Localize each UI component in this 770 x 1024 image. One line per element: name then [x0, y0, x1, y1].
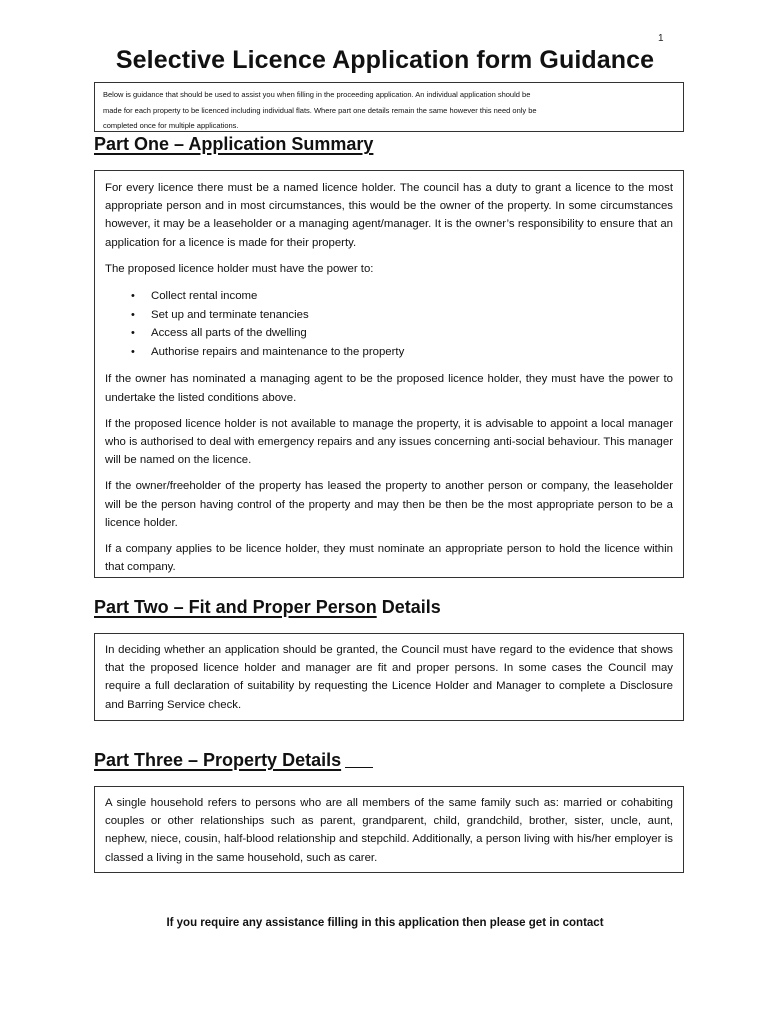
part-two-box [94, 633, 684, 721]
part-two-heading-underlined: Part Two – Fit and Proper Person [94, 597, 377, 617]
paragraph: If the proposed licence holder is not available to manage the property, it is advisable to appoint a local manager who is authorised to deal with emergency repairs and any issues concerning anti-social behaviour. This manager will be named on the licence. [105, 417, 673, 467]
power-list [131, 287, 673, 361]
part-two-heading-rest: Details [381, 597, 441, 617]
paragraph: For every licence there must be a named licence holder. The council has a duty to grant a licence to the most appropriate person and in most circumstances, this would be the owner of the property. In some circumstances however, it may be a leaseholder or a managing agent/manager. It is the owner’s responsibility to ensure that an application for a licence is made for their property. [105, 182, 673, 249]
list-item [131, 306, 673, 325]
list-item [131, 324, 673, 343]
intro-box [94, 82, 684, 132]
intro-text [103, 87, 675, 134]
part-three-heading [94, 750, 373, 771]
page-number: 1 [658, 33, 664, 44]
part-three-heading-text: Part Three – Property Details [94, 750, 342, 770]
intro-line: Below is guidance that should be used to assist you when filling in the proceeding application. An individual application should be [103, 90, 531, 99]
paragraph: The proposed licence holder must have the power to: [105, 262, 374, 275]
paragraph: In deciding whether an application should be granted, the Council must have regard to the evidence that shows that the proposed licence holder and manager are fit and proper persons. In some cases the Council may require a full declaration of suitability by requesting the Licence Holder and Manager to complete a Disclosure and Barring Service check. [105, 644, 673, 711]
list-item [131, 287, 673, 306]
document-title: Selective Licence Application form Guidance [115, 46, 655, 74]
list-item-text: Authorise repairs and maintenance to the property [151, 345, 405, 358]
intro-line: made for each property to be licenced including individual flats. Where part one details remain the same however this need only be [103, 105, 537, 115]
bullet-icon: • [131, 327, 135, 340]
list-item-text: Set up and terminate tenancies [151, 308, 309, 321]
part-two-heading [94, 597, 441, 618]
part-one-box [94, 170, 684, 578]
part-three-box [94, 786, 684, 873]
bullet-icon: • [131, 345, 135, 358]
part-one-heading [94, 134, 373, 155]
part-one-heading-text: Part One – Application Summary [94, 134, 374, 154]
list-item-text: Access all parts of the dwelling [151, 327, 307, 340]
list-item [131, 343, 673, 362]
paragraph: If the owner has nominated a managing agent to be the proposed licence holder, they must have the power to undertake the listed conditions above. [105, 373, 673, 404]
bullet-icon: • [131, 290, 135, 303]
paragraph: If the owner/freeholder of the property has leased the property to another person or company, the leaseholder will be the person having control of the property and may then be then be the most appropriate person to be a licence holder. [105, 480, 673, 529]
list-item-text: Collect rental income [151, 290, 258, 303]
heading-underline-tail [345, 767, 373, 768]
paragraph: If a company applies to be licence holder, they must nominate an appropriate person to hold the licence within that company. [105, 543, 673, 574]
footer-contact-text: If you require any assistance filling in this application then please get in contact [166, 917, 604, 929]
paragraph: A single household refers to persons who are all members of the same family such as: married or cohabiting couples or other relationships such as parent, grandparent, child, grandchild, brother, sister, uncle, aunt, nephew, niece, cousin, half-blood relationship and stepchild. Additionally, a person living with his/her employer is classed a living in the same household, such as carer. [105, 797, 673, 864]
intro-line: completed once for multiple applications. [103, 121, 239, 130]
bullet-icon: • [131, 308, 135, 321]
